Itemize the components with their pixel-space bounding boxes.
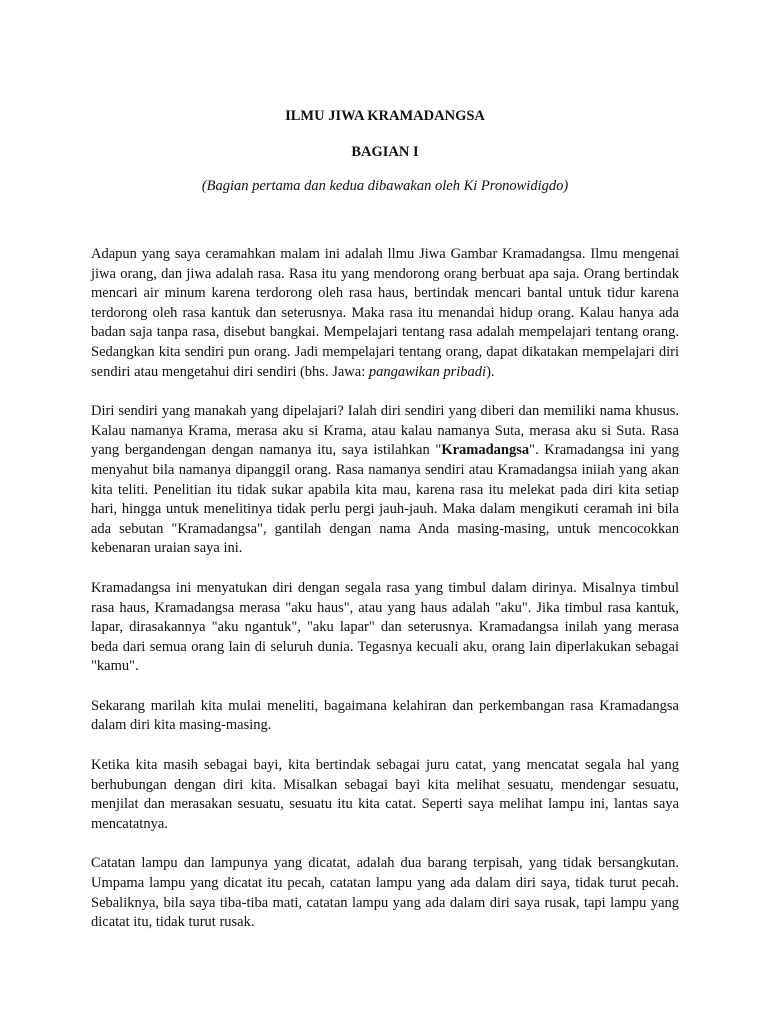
document-title: ILMU JIWA KRAMADANGSA — [285, 108, 485, 124]
paragraph-4: Sekarang marilah kita mulai meneliti, bagaimana kelahiran dan perkembangan rasa Kramadangsa dalam diri kita masing-masing. — [91, 697, 679, 734]
section-heading: BAGIAN I — [351, 144, 419, 160]
paragraph-3: Kramadangsa ini menyatukan diri dengan segala rasa yang timbul dalam dirinya. Misalnya timbul rasa haus, Kramadangsa merasa "aku haus", atau yang haus adalah "aku". Jika timbul rasa kantuk, lapar, dirasakannya "aku ngantuk", "aku lapar" dan seterusnya. Kramadangsa inilah yang merasa beda dari semua orang lain di seluruh dunia. Tegasnya kecuali aku, orang lain diperlakukan sebagai "kamu". — [91, 579, 679, 675]
paragraph-1-end: ). — [486, 363, 495, 380]
paragraph-6: Catatan lampu dan lampunya yang dicatat, adalah dua barang terpisah, yang tidak bersangkutan. Umpama lampu yang dicatat itu pecah, catatan lampu yang ada dalam diri saya, tidak turut pecah. Sebaliknya, bila saya tiba-tiba mati, catatan lampu yang ada dalam diri saya rusak, tapi lampu yang dicatat itu, tidak turut rusak. — [91, 855, 679, 931]
paragraph-5: Ketika kita masih sebagai bayi, kita bertindak sebagai juru catat, yang mencatat segala hal yang berhubungan dengan diri kita. Misalkan sebagai bayi kita melihat sesuatu, mendengar sesuatu, menjilat dan merasakan sesuatu, sesuatu itu kita catat. Seperti saya melihat lampu ini, lantas saya mencatatnya. — [91, 757, 679, 832]
paragraph-2 — [91, 402, 679, 559]
paragraph-2-bold-term: Kramadangsa — [441, 442, 530, 459]
paragraph-2-text: Diri sendiri yang manakah yang dipelajari? Ialah diri sendiri yang diberi dan memiliki nama khusus. Kalau namanya Krama, merasa aku si Krama, atau kalau namanya Suta, merasa aku si Suta. Rasa yang bergandengan dengan namanya itu, saya istilahkan " — [91, 403, 679, 459]
paragraph-2-rest: ". Kramadangsa ini yang menyahut bila namanya dipanggil orang. Rasa namanya sendiri atau Kramadangsa iniiah yang akan kita teliti. Penelitian itu tidak sukar apabila kita mau, karena rasa itu melekat pada diri kita setiap hari, hingga untuk menelitinya tidak perlu pergi jauh-jauh. Maka dalam mengikuti ceramah ini bila ada sebutan "Kramadangsa", gantilah dengan nama Anda masing-masing, untuk mencocokkan kebenaran uraian saya ini. — [91, 442, 679, 557]
paragraph-1-text: Adapun yang saya ceramahkan malam ini adalah llmu Jiwa Gambar Kramadangsa. Ilmu mengenai jiwa orang, dan jiwa adalah rasa. Rasa itu yang mendorong orang berbuat apa saja. Orang bertindak mencari air minum karena terdorong oleh rasa haus, bertindak mencari bantal untuk tidur karena terdorong oleh rasa kantuk dan seterusnya. Maka rasa itu menandai hidup orang. Kalau hanya ada badan saja tanpa rasa, disebut bangkai. Mempelajari tentang rasa adalah mempelajari tentang orang. Sedangkan kita sendiri pun orang. Jadi mempelajari tentang orang, dapat dikatakan mempelajari diri sendiri atau mengetahui diri sendiri (bhs. Jawa: — [91, 246, 679, 380]
paragraph-1 — [91, 245, 679, 382]
document-body — [91, 245, 679, 953]
paragraph-1-italic-term: pangawikan pribadi — [368, 363, 487, 380]
section-note: (Bagian pertama dan kedua dibawakan oleh Ki Pronowidigdo) — [201, 178, 569, 194]
